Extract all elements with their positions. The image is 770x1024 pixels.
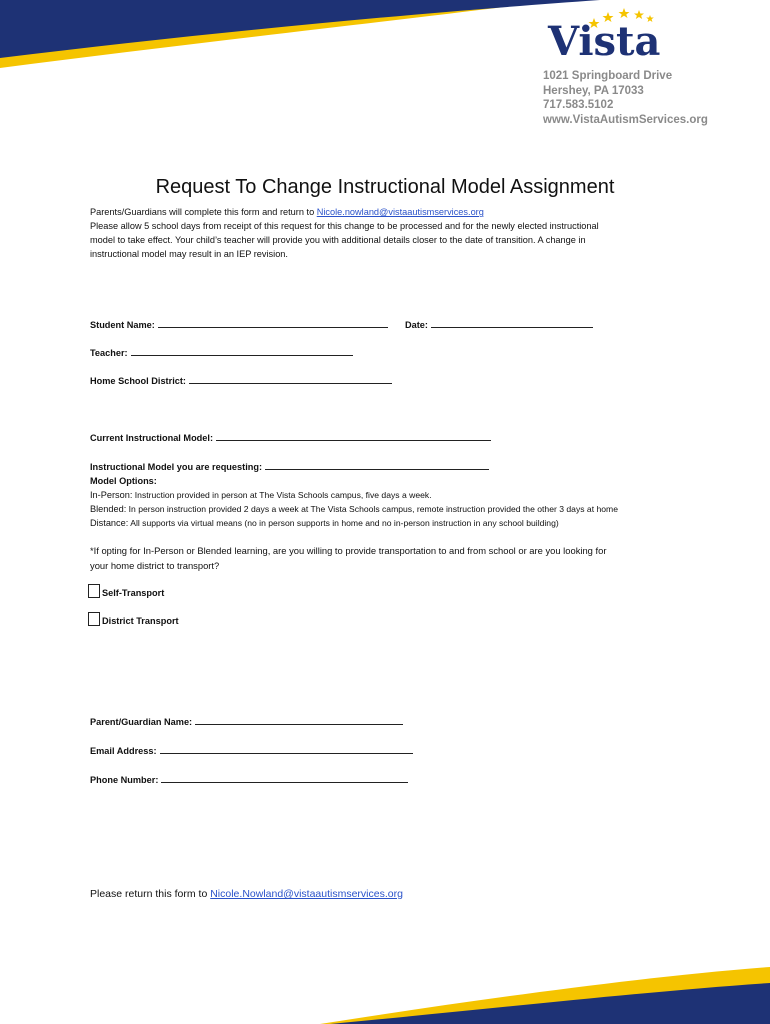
model-options-block — [90, 474, 618, 530]
vista-logo — [540, 6, 660, 68]
option-distance-desc: All supports via virtual means (no in person supports in home and no in-person instruction in any school building) — [128, 518, 559, 528]
address-block — [543, 69, 708, 127]
email-field[interactable] — [160, 744, 413, 754]
return-note-text: Please return this form to — [90, 888, 211, 900]
email-label: Email Address: — [90, 746, 157, 756]
transport-question — [90, 544, 690, 573]
return-email-link[interactable]: Nicole.Nowland@vistaautismservices.org — [210, 888, 403, 900]
district-transport-label: District Transport — [102, 616, 179, 626]
intro-paragraph — [90, 205, 690, 261]
date-field[interactable] — [431, 318, 593, 328]
guardian-name-row — [90, 715, 403, 727]
intro-email-link[interactable]: Nicole.nowland@vistaautismservices.org — [316, 207, 484, 217]
requested-model-label: Instructional Model you are requesting: — [90, 462, 263, 472]
option-distance-name: Distance: — [90, 518, 129, 528]
district-transport-checkbox[interactable] — [88, 612, 100, 626]
model-options-heading: Model Options: — [90, 476, 157, 486]
self-transport-option[interactable] — [88, 584, 164, 598]
home-school-district-row — [90, 374, 392, 386]
logo-wordmark: Vista — [548, 18, 661, 65]
guardian-name-label: Parent/Guardian Name: — [90, 717, 193, 727]
transport-question-line-2: your home district to transport? — [90, 559, 220, 571]
student-name-field[interactable] — [158, 318, 388, 328]
intro-line-3: model to take effect. Your child’s teacher will provide you with additional details closer to the date of transition. A change in — [90, 235, 586, 245]
address-website: www.VistaAutismServices.org — [543, 113, 708, 126]
date-row — [405, 318, 593, 330]
option-in-person-desc: Instruction provided in person at The Vista Schools campus, five days a week. — [132, 490, 432, 500]
option-blended-name: Blended: — [90, 504, 127, 514]
home-school-district-field[interactable] — [189, 374, 392, 384]
option-distance — [90, 516, 618, 530]
phone-label: Phone Number: — [90, 775, 159, 785]
student-name-label: Student Name: — [90, 320, 155, 330]
date-label: Date: — [405, 320, 428, 330]
option-in-person — [90, 488, 618, 502]
return-note — [90, 888, 403, 900]
option-blended — [90, 502, 618, 516]
teacher-label: Teacher: — [90, 348, 128, 358]
current-model-row — [90, 431, 491, 443]
option-blended-desc: In person instruction provided 2 days a week at The Vista Schools campus, remote instruction provided the other 3 days at home — [126, 504, 618, 514]
district-transport-option[interactable] — [88, 612, 179, 626]
intro-line-2: Please allow 5 school days from receipt of this request for this change to be processed and for the newly elected instructional — [90, 221, 599, 231]
guardian-name-field[interactable] — [195, 715, 403, 725]
phone-row — [90, 773, 408, 785]
requested-model-field[interactable] — [265, 460, 489, 470]
teacher-row — [90, 346, 353, 358]
transport-question-line-1: *If opting for In-Person or Blended learning, are you willing to provide transportation to and from school or are you looking for — [90, 545, 607, 556]
student-name-row — [90, 318, 388, 330]
address-city: Hershey, PA 17033 — [543, 84, 644, 97]
requested-model-row — [90, 460, 489, 472]
home-school-district-label: Home School District: — [90, 376, 186, 386]
current-model-field[interactable] — [216, 431, 491, 441]
phone-field[interactable] — [161, 773, 408, 783]
self-transport-label: Self-Transport — [102, 588, 165, 598]
email-row — [90, 744, 413, 756]
address-phone: 717.583.5102 — [543, 99, 614, 111]
self-transport-checkbox[interactable] — [88, 584, 100, 598]
intro-line-1: Parents/Guardians will complete this form and return to — [90, 207, 317, 217]
bottom-swoosh-graphic — [0, 939, 770, 1024]
option-in-person-name: In-Person: — [90, 490, 133, 500]
current-model-label: Current Instructional Model: — [90, 433, 214, 443]
intro-line-4: instructional model may result in an IEP revision. — [90, 249, 288, 259]
address-street: 1021 Springboard Drive — [543, 70, 673, 82]
teacher-field[interactable] — [131, 346, 353, 356]
bottom-swoosh-navy — [330, 983, 770, 1024]
form-title: Request To Change Instructional Model Assignment — [155, 176, 615, 198]
